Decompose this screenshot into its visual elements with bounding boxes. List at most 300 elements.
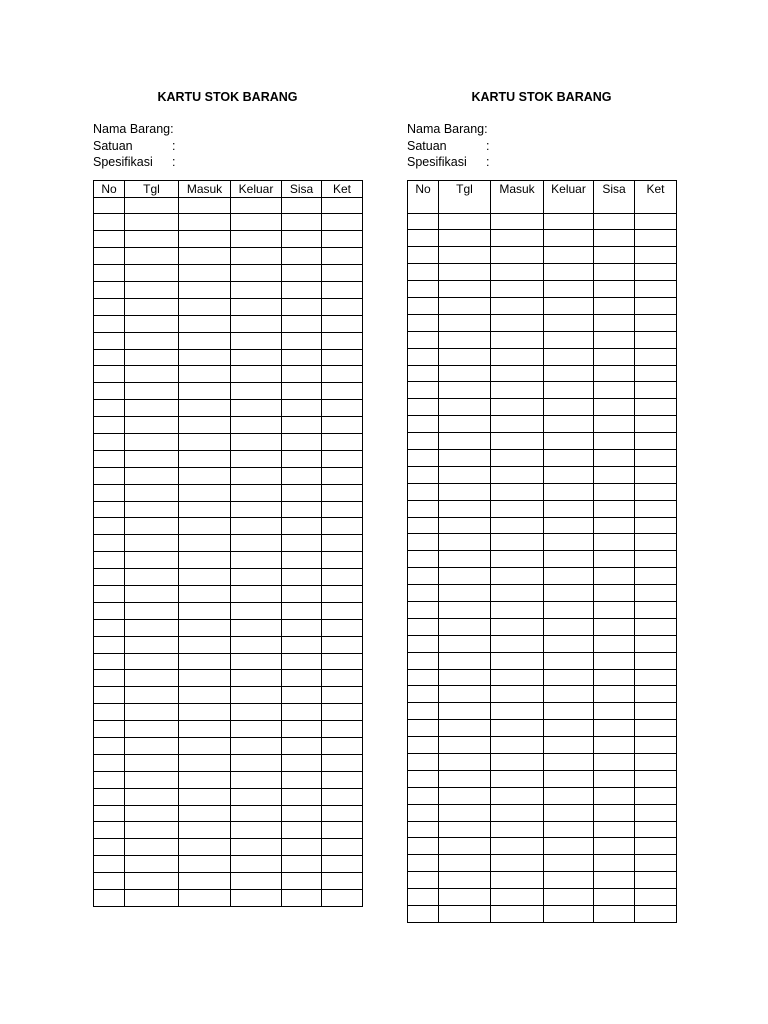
field-colon: : [486, 138, 490, 153]
table-cell-no [94, 653, 125, 670]
table-cell-masuk [491, 568, 544, 585]
stock-card-right [407, 88, 676, 923]
table-cell-no [408, 281, 439, 298]
table-cell-ket [635, 382, 677, 399]
field-spesifikasi [407, 154, 676, 171]
table-cell-keluar [231, 518, 282, 535]
table-cell-sisa [594, 585, 635, 602]
table-row [94, 535, 363, 552]
table-cell-keluar [544, 416, 594, 433]
table-cell-masuk [491, 821, 544, 838]
table-cell-tgl [125, 298, 179, 315]
table-cell-ket [635, 652, 677, 669]
table-cell-no [94, 433, 125, 450]
table-cell-no [94, 602, 125, 619]
table-cell-sisa [594, 889, 635, 906]
table-cell-masuk [179, 231, 231, 248]
table-cell-ket [635, 669, 677, 686]
table-cell-no [408, 770, 439, 787]
table-cell-ket [635, 449, 677, 466]
table-cell-masuk [179, 890, 231, 907]
table-cell-keluar [231, 383, 282, 400]
table-cell-tgl [439, 449, 491, 466]
table-cell-sisa [282, 805, 322, 822]
table-cell-no [94, 467, 125, 484]
table-cell-keluar [544, 551, 594, 568]
table-cell-no [408, 500, 439, 517]
table-row [408, 466, 677, 483]
table-cell-masuk [179, 501, 231, 518]
table-cell-tgl [125, 619, 179, 636]
table-cell-no [408, 551, 439, 568]
table-row [408, 855, 677, 872]
table-cell-masuk [491, 754, 544, 771]
table-row [408, 213, 677, 230]
table-cell-ket [635, 213, 677, 230]
table-cell-sisa [282, 890, 322, 907]
table-cell-ket [635, 230, 677, 247]
table-cell-tgl [125, 552, 179, 569]
table-cell-keluar [231, 349, 282, 366]
table-cell-no [94, 450, 125, 467]
table-cell-no [94, 332, 125, 349]
table-cell-masuk [491, 601, 544, 618]
table-cell-masuk [179, 619, 231, 636]
table-cell-no [408, 517, 439, 534]
table-cell-ket [322, 518, 363, 535]
table-cell-sisa [282, 687, 322, 704]
table-cell-no [94, 704, 125, 721]
table-row [94, 552, 363, 569]
table-cell-sisa [594, 821, 635, 838]
column-header-ket: Ket [635, 180, 677, 213]
table-cell-keluar [231, 788, 282, 805]
table-cell-keluar [231, 636, 282, 653]
table-row [94, 484, 363, 501]
column-header-keluar: Keluar [231, 180, 282, 197]
table-row [94, 569, 363, 586]
table-row [94, 433, 363, 450]
table-cell-keluar [544, 618, 594, 635]
table-row [408, 483, 677, 500]
table-cell-sisa [594, 517, 635, 534]
table-cell-masuk [179, 248, 231, 265]
table-row [408, 247, 677, 264]
table-cell-masuk [491, 348, 544, 365]
table-cell-no [408, 703, 439, 720]
table-cell-tgl [439, 770, 491, 787]
table-cell-ket [635, 500, 677, 517]
table-cell-ket [322, 349, 363, 366]
table-cell-ket [322, 721, 363, 738]
table-cell-sisa [594, 754, 635, 771]
table-cell-ket [635, 821, 677, 838]
table-cell-no [408, 433, 439, 450]
table-cell-tgl [439, 568, 491, 585]
table-cell-no [94, 636, 125, 653]
table-cell-sisa [594, 804, 635, 821]
table-cell-masuk [179, 653, 231, 670]
table-cell-keluar [544, 433, 594, 450]
table-cell-tgl [439, 365, 491, 382]
table-cell-no [408, 906, 439, 923]
table-row [408, 416, 677, 433]
table-row [94, 704, 363, 721]
stock-table [93, 180, 363, 907]
table-cell-keluar [544, 281, 594, 298]
table-cell-keluar [544, 838, 594, 855]
table-cell-tgl [125, 636, 179, 653]
table-cell-masuk [491, 551, 544, 568]
table-cell-masuk [179, 265, 231, 282]
table-cell-no [408, 669, 439, 686]
table-cell-masuk [491, 466, 544, 483]
table-cell-ket [322, 400, 363, 417]
table-cell-no [94, 670, 125, 687]
table-cell-tgl [439, 517, 491, 534]
table-cell-keluar [231, 467, 282, 484]
table-cell-tgl [125, 856, 179, 873]
table-row [408, 669, 677, 686]
table-cell-tgl [439, 906, 491, 923]
table-cell-tgl [125, 738, 179, 755]
table-cell-no [408, 483, 439, 500]
table-cell-sisa [594, 568, 635, 585]
table-row [94, 400, 363, 417]
column-header-tgl: Tgl [125, 180, 179, 197]
table-cell-tgl [125, 433, 179, 450]
table-cell-keluar [231, 248, 282, 265]
table-cell-ket [322, 214, 363, 231]
table-cell-no [94, 569, 125, 586]
table-cell-ket [322, 501, 363, 518]
table-cell-no [94, 687, 125, 704]
table-cell-keluar [544, 872, 594, 889]
table-cell-keluar [231, 265, 282, 282]
table-cell-sisa [282, 417, 322, 434]
table-cell-tgl [125, 197, 179, 214]
table-cell-keluar [544, 703, 594, 720]
table-row [408, 230, 677, 247]
table-cell-keluar [544, 770, 594, 787]
table-cell-keluar [231, 771, 282, 788]
field-label-spesifikasi: Spesifikasi [407, 155, 467, 169]
table-cell-no [408, 568, 439, 585]
table-cell-sisa [594, 247, 635, 264]
table-cell-masuk [179, 602, 231, 619]
table-cell-no [408, 416, 439, 433]
table-cell-no [94, 315, 125, 332]
table-cell-sisa [282, 721, 322, 738]
table-cell-keluar [544, 213, 594, 230]
table-cell-keluar [231, 856, 282, 873]
table-cell-ket [322, 484, 363, 501]
field-label-nama-barang: Nama Barang: [407, 122, 488, 136]
table-cell-no [408, 449, 439, 466]
table-cell-sisa [282, 535, 322, 552]
table-cell-sisa [282, 332, 322, 349]
table-cell-ket [322, 771, 363, 788]
table-cell-keluar [544, 264, 594, 281]
table-row [408, 821, 677, 838]
table-cell-sisa [594, 906, 635, 923]
table-cell-ket [322, 552, 363, 569]
column-header-masuk: Masuk [491, 180, 544, 213]
table-cell-masuk [179, 552, 231, 569]
table-cell-sisa [282, 231, 322, 248]
table-cell-sisa [594, 483, 635, 500]
table-cell-sisa [282, 281, 322, 298]
table-cell-sisa [594, 466, 635, 483]
table-cell-masuk [491, 855, 544, 872]
table-cell-no [408, 247, 439, 264]
table-cell-masuk [491, 872, 544, 889]
table-cell-sisa [282, 602, 322, 619]
table-cell-tgl [439, 433, 491, 450]
table-header-row [94, 180, 363, 197]
table-cell-keluar [231, 535, 282, 552]
table-cell-tgl [439, 686, 491, 703]
item-fields [407, 121, 676, 171]
table-cell-ket [635, 416, 677, 433]
table-row [408, 585, 677, 602]
table-cell-keluar [544, 500, 594, 517]
field-colon: : [172, 138, 176, 153]
table-row [94, 839, 363, 856]
table-cell-sisa [282, 873, 322, 890]
table-cell-tgl [439, 754, 491, 771]
table-cell-sisa [594, 331, 635, 348]
table-cell-sisa [282, 450, 322, 467]
column-header-sisa: Sisa [282, 180, 322, 197]
table-cell-ket [635, 314, 677, 331]
table-row [94, 602, 363, 619]
table-row [408, 906, 677, 923]
table-cell-no [408, 889, 439, 906]
table-cell-masuk [491, 433, 544, 450]
table-cell-sisa [594, 314, 635, 331]
table-cell-masuk [179, 197, 231, 214]
table-cell-no [408, 601, 439, 618]
table-cell-ket [322, 788, 363, 805]
table-cell-ket [635, 551, 677, 568]
table-cell-tgl [439, 416, 491, 433]
table-cell-tgl [439, 585, 491, 602]
table-cell-no [94, 771, 125, 788]
table-cell-tgl [439, 230, 491, 247]
table-cell-masuk [179, 822, 231, 839]
table-cell-no [94, 788, 125, 805]
table-row [94, 788, 363, 805]
table-cell-tgl [439, 551, 491, 568]
table-cell-sisa [282, 315, 322, 332]
table-cell-tgl [439, 213, 491, 230]
table-cell-tgl [125, 383, 179, 400]
table-row [94, 214, 363, 231]
table-cell-tgl [439, 500, 491, 517]
table-cell-tgl [439, 331, 491, 348]
table-cell-ket [322, 366, 363, 383]
table-cell-sisa [594, 737, 635, 754]
table-cell-masuk [179, 315, 231, 332]
table-cell-masuk [491, 314, 544, 331]
table-cell-no [408, 652, 439, 669]
table-cell-no [408, 264, 439, 281]
table-cell-sisa [594, 213, 635, 230]
table-row [408, 737, 677, 754]
field-spesifikasi [93, 154, 362, 171]
table-cell-sisa [594, 601, 635, 618]
table-cell-ket [322, 569, 363, 586]
table-cell-no [94, 585, 125, 602]
table-cell-sisa [594, 720, 635, 737]
table-cell-keluar [231, 484, 282, 501]
table-row [408, 770, 677, 787]
table-cell-sisa [282, 552, 322, 569]
table-cell-sisa [594, 618, 635, 635]
table-row [94, 197, 363, 214]
table-cell-masuk [179, 873, 231, 890]
table-cell-ket [322, 450, 363, 467]
table-row [408, 889, 677, 906]
table-row [408, 264, 677, 281]
table-cell-no [408, 365, 439, 382]
table-cell-masuk [491, 517, 544, 534]
table-cell-sisa [594, 449, 635, 466]
table-cell-ket [322, 839, 363, 856]
table-cell-keluar [544, 754, 594, 771]
table-cell-tgl [439, 483, 491, 500]
table-cell-ket [635, 433, 677, 450]
table-row [94, 687, 363, 704]
table-cell-no [408, 720, 439, 737]
table-cell-tgl [125, 417, 179, 434]
table-cell-tgl [439, 314, 491, 331]
table-cell-no [408, 213, 439, 230]
table-cell-no [94, 231, 125, 248]
table-cell-keluar [231, 670, 282, 687]
table-cell-sisa [594, 297, 635, 314]
table-cell-sisa [594, 855, 635, 872]
table-cell-masuk [491, 635, 544, 652]
table-cell-keluar [544, 787, 594, 804]
table-cell-no [408, 787, 439, 804]
table-cell-tgl [439, 787, 491, 804]
table-cell-sisa [282, 400, 322, 417]
table-cell-sisa [594, 416, 635, 433]
table-cell-ket [322, 602, 363, 619]
table-cell-masuk [491, 838, 544, 855]
table-row [94, 349, 363, 366]
column-header-ket: Ket [322, 180, 363, 197]
table-row [94, 670, 363, 687]
table-cell-tgl [439, 348, 491, 365]
table-cell-no [408, 331, 439, 348]
table-cell-tgl [125, 332, 179, 349]
table-cell-ket [635, 365, 677, 382]
table-cell-masuk [491, 500, 544, 517]
field-colon: : [486, 155, 490, 169]
table-row [94, 417, 363, 434]
table-cell-sisa [594, 872, 635, 889]
table-cell-ket [635, 399, 677, 416]
table-cell-no [94, 248, 125, 265]
table-cell-masuk [491, 483, 544, 500]
table-cell-ket [635, 568, 677, 585]
table-cell-masuk [491, 264, 544, 281]
table-cell-sisa [282, 754, 322, 771]
table-row [408, 399, 677, 416]
table-row [408, 297, 677, 314]
table-row [408, 281, 677, 298]
table-cell-keluar [231, 738, 282, 755]
table-cell-masuk [491, 889, 544, 906]
table-cell-keluar [544, 737, 594, 754]
table-cell-no [408, 821, 439, 838]
table-cell-keluar [544, 686, 594, 703]
table-cell-no [94, 400, 125, 417]
table-cell-masuk [491, 416, 544, 433]
table-row [94, 619, 363, 636]
table-row [94, 822, 363, 839]
table-row [94, 332, 363, 349]
table-cell-ket [635, 787, 677, 804]
table-cell-no [94, 417, 125, 434]
table-cell-keluar [231, 687, 282, 704]
table-cell-masuk [491, 297, 544, 314]
table-cell-masuk [491, 669, 544, 686]
table-cell-no [94, 873, 125, 890]
table-header-row [408, 180, 677, 213]
table-cell-ket [635, 618, 677, 635]
table-cell-masuk [491, 365, 544, 382]
stock-table [407, 180, 677, 923]
table-row [94, 721, 363, 738]
table-cell-tgl [439, 669, 491, 686]
table-cell-tgl [439, 855, 491, 872]
table-cell-keluar [231, 839, 282, 856]
table-cell-keluar [231, 366, 282, 383]
table-cell-ket [322, 856, 363, 873]
table-cell-keluar [231, 805, 282, 822]
table-cell-no [94, 518, 125, 535]
table-cell-masuk [179, 400, 231, 417]
table-cell-ket [635, 720, 677, 737]
table-cell-masuk [491, 770, 544, 787]
table-cell-sisa [282, 585, 322, 602]
table-cell-ket [322, 754, 363, 771]
table-cell-no [94, 265, 125, 282]
table-cell-sisa [282, 265, 322, 282]
table-cell-keluar [544, 669, 594, 686]
table-cell-sisa [594, 399, 635, 416]
table-cell-masuk [179, 805, 231, 822]
table-cell-tgl [125, 535, 179, 552]
table-cell-no [408, 804, 439, 821]
table-cell-ket [322, 248, 363, 265]
table-cell-ket [635, 635, 677, 652]
table-cell-sisa [282, 349, 322, 366]
table-cell-no [94, 535, 125, 552]
column-header-no: No [408, 180, 439, 213]
table-cell-masuk [179, 349, 231, 366]
table-cell-keluar [544, 247, 594, 264]
table-cell-sisa [282, 366, 322, 383]
table-cell-masuk [491, 906, 544, 923]
table-cell-sisa [282, 738, 322, 755]
table-row [408, 787, 677, 804]
table-row [408, 652, 677, 669]
